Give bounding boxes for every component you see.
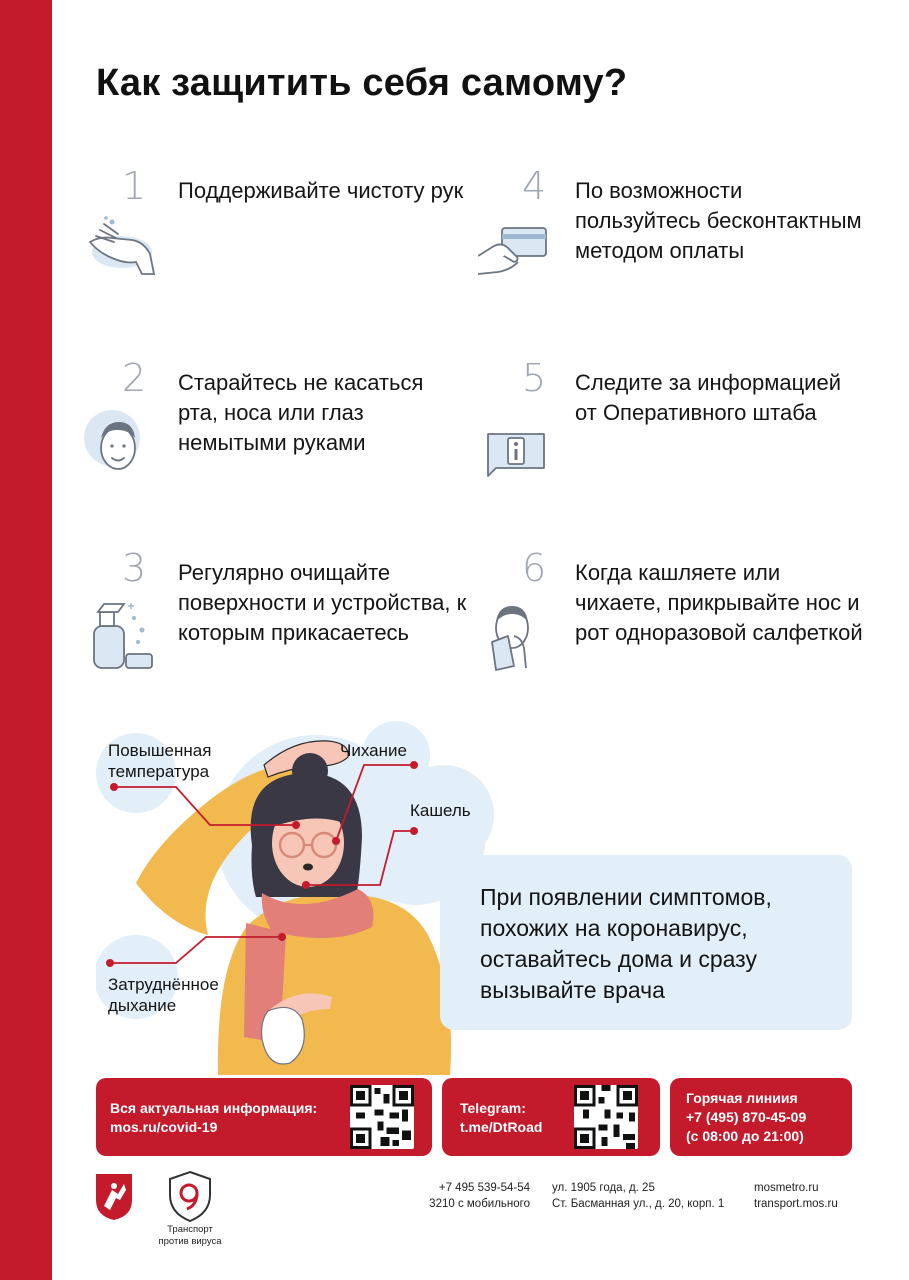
- footer-phone-line2: 3210 с мобильного: [429, 1198, 530, 1210]
- tip-text: Когда кашляете или чихаете, прикрывайте нос и рот одноразовой салфеткой: [575, 560, 863, 645]
- tip-3: [82, 546, 467, 702]
- face-icon: [82, 392, 162, 482]
- info-hotline-card: [670, 1078, 852, 1156]
- tip-5: [478, 356, 858, 512]
- info-site-label: [110, 1099, 317, 1137]
- tip-text: Следите за информацией от Оперативного штаба: [575, 370, 841, 425]
- tip-number: 5: [522, 356, 547, 400]
- tip-number: 6: [522, 546, 547, 590]
- info-bubble-icon: [478, 392, 558, 482]
- symptom-sneeze-label: Чихание: [340, 741, 407, 760]
- footer-address-line2: Ст. Басманная ул., д. 20, корп. 1: [552, 1198, 725, 1210]
- footer-sites: [754, 1180, 838, 1212]
- logo-caption-line1: Транспорт: [167, 1224, 213, 1235]
- info-telegram-link[interactable]: t.me/DtRoad: [460, 1119, 543, 1135]
- footer-phone: [412, 1180, 530, 1212]
- tip-number: 2: [122, 356, 147, 400]
- tip-2: [82, 356, 462, 512]
- symptom-fever-line1: Повышенная: [108, 741, 212, 760]
- tip-6: [478, 546, 863, 702]
- symptom-fever-line2: температура: [108, 762, 210, 781]
- page-title: Как защитить себя самому?: [96, 62, 628, 104]
- qr-code-telegram[interactable]: [574, 1085, 638, 1149]
- info-telegram-line1: Telegram:: [460, 1100, 526, 1116]
- info-hotline-hours: (с 08:00 до 21:00): [686, 1128, 804, 1144]
- tip-number: 4: [522, 164, 547, 208]
- info-telegram-label: [460, 1099, 542, 1137]
- advice-text: При появлении симптомов, похожих на коронавирус, оставайтесь дома и сразу вызывайте врача: [480, 884, 772, 1003]
- info-hotline-title: Горячая линиия: [686, 1090, 798, 1106]
- info-site-line1: Вся актуальная информация:: [110, 1100, 318, 1116]
- footer-address: [552, 1180, 724, 1212]
- tip-number: 3: [122, 546, 147, 590]
- tip-text: Старайтесь не касаться рта, носа или глаз немытыми руками: [178, 370, 424, 455]
- moscow-coat-of-arms-logo: [94, 1172, 134, 1222]
- tip-1: [82, 164, 464, 320]
- transport-logo-caption: [150, 1224, 230, 1248]
- symptom-fever-label: [108, 740, 211, 782]
- symptom-breath-label: [108, 974, 219, 1016]
- symptom-breath-line1: Затруднённое: [108, 975, 219, 994]
- footer-site-mosmetro[interactable]: mosmetro.ru: [754, 1182, 819, 1194]
- transport-logo: [165, 1168, 215, 1224]
- contactless-card-icon: [478, 200, 558, 290]
- tip-text: По возможности пользуйтесь бесконтактным методом оплаты: [575, 178, 862, 263]
- tip-text: Регулярно очищайте поверхности и устройства, к которым прикасаетесь: [178, 560, 467, 645]
- washing-hands-icon: [82, 200, 162, 290]
- tip-text: Поддерживайте чистоту рук: [178, 178, 464, 203]
- red-side-strip: [0, 0, 52, 1280]
- info-hotline-phone[interactable]: +7 (495) 870-45-09: [686, 1109, 807, 1125]
- footer-address-line1: ул. 1905 года, д. 25: [552, 1182, 655, 1194]
- tip-number: 1: [122, 164, 147, 208]
- spray-bottle-icon: [82, 582, 162, 672]
- symptom-cough-label: Кашель: [410, 801, 471, 820]
- tissue-cough-icon: [478, 582, 558, 672]
- qr-code-site[interactable]: [350, 1085, 414, 1149]
- info-site-card: [96, 1078, 432, 1156]
- info-telegram-card: [442, 1078, 660, 1156]
- info-site-link[interactable]: mos.ru/covid-19: [110, 1119, 218, 1135]
- tip-4: [478, 164, 862, 320]
- symptom-breath-line2: дыхание: [108, 996, 177, 1015]
- footer-site-transport[interactable]: transport.mos.ru: [754, 1198, 838, 1210]
- footer-phone-line1[interactable]: +7 495 539-54-54: [438, 1182, 530, 1194]
- logo-caption-line2: против вируса: [158, 1236, 222, 1247]
- info-hotline-label: [686, 1089, 806, 1146]
